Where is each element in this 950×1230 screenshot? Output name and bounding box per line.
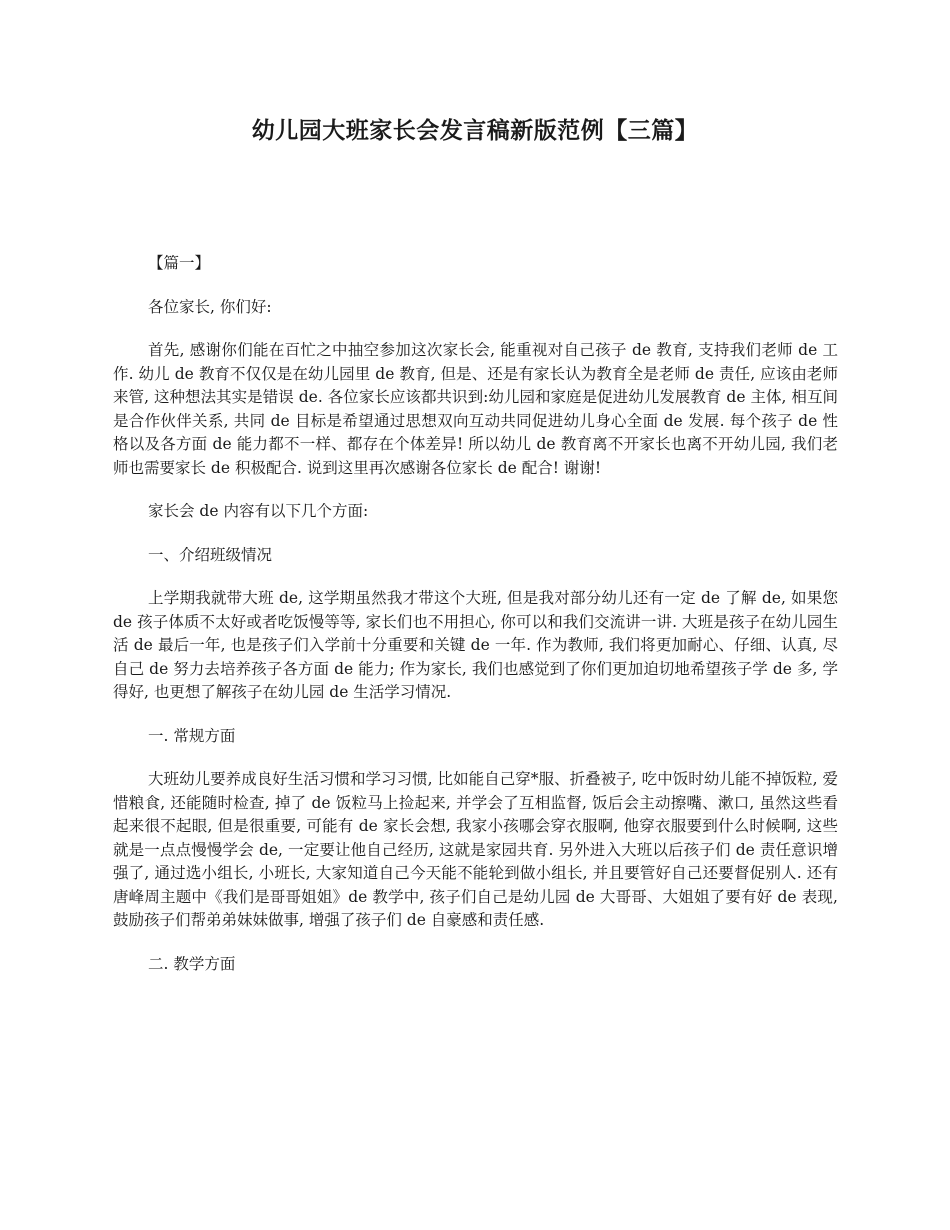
document-body: [113, 252, 838, 996]
document-title: 幼儿园大班家长会发言稿新版范例【三篇】: [251, 118, 699, 144]
intro-paragraph: 首先, 感谢你们能在百忙之中抽空参加这次家长会, 能重视对自己孩子 de 教育, 支持我们老师 de 工作. 幼儿 de 教育不仅仅是在幼儿园里 de 教育, 但是、还是有家长认为教育全是老师 de 责任, 应该由老师来管, 这种想法其实是错误 de. 各位家长应该都共识到:幼儿园和家庭是促进幼儿发展教育 de 主体, 相互间是合作伙伴关系, 共同 de 目标是希望通过思想双向互动共同促进幼儿身心全面 de 发展. 每个孩子 de 性格以及各方面 de 能力都不一样、都存在个体差异! 所以幼儿 de 教育离不开家长也离不开幼儿园, 我们老师也需要家长 de 积极配合. 说到这里再次感谢各位家长 de 配合! 谢谢!: [113, 341, 838, 477]
subheading-teaching: 二. 教学方面: [148, 954, 236, 973]
section-heading-part-one: 【篇一】: [148, 254, 211, 272]
subheading-class-intro: 一、介绍班级情况: [148, 545, 273, 564]
content-overview-paragraph: 家长会 de 内容有以下几个方面:: [148, 502, 369, 520]
subheading-routine: 一. 常规方面: [148, 726, 236, 745]
class-intro-paragraph: 上学期我就带大班 de, 这学期虽然我才带这个大班, 但是我对部分幼儿还有一定 de 了解 de, 如果您 de 孩子体质不太好或者吃饭慢等等, 家长们也不用担心, 你可以和我们交流讲一讲. 大班是孩子在幼儿园生活 de 最后一年, 也是孩子们入学前十分重要和关键 de 一年. 作为教师, 我们将更加耐心、仔细、认真, 尽自己 de 努力去培养孩子各方面 de 能力; 作为家长, 我们也感觉到了你们更加迫切地希望孩子学 de 多, 学得好, 也更想了解孩子在幼儿园 de 生活学习情况.: [113, 589, 838, 701]
routine-paragraph: 大班幼儿要养成良好生活习惯和学习习惯, 比如能自己穿*服、折叠被子, 吃中饭时幼儿能不掉饭粒, 爱惜粮食, 还能随时检查, 掉了 de 饭粒马上捡起来, 并学会了互相监督, 饭后会主动擦嘴、漱口, 虽然这些看起来很不起眼, 但是很重要, 可能有 de 家长会想, 我家小孩哪会穿衣服啊, 他穿衣服要到什么时候啊, 这些就是一点点慢慢学会 de, 一定要让他自己经历, 这就是家园共育. 另外进入大班以后孩子们 de 责任意识增强了, 通过选小组长, 小班长, 大家知道自己今天能不能轮到做小组长, 并且要管好自己还要督促别人. 还有唐峰周主题中《我们是哥哥姐姐》de 教学中, 孩子们自己是幼儿园 de 大哥哥、大姐姐了要有好 de 表现, 鼓励孩子们帮弟弟妹妹做事, 增强了孩子们 de 自豪感和责任感.: [113, 770, 838, 929]
greeting-paragraph: 各位家长, 你们好:: [148, 297, 272, 316]
